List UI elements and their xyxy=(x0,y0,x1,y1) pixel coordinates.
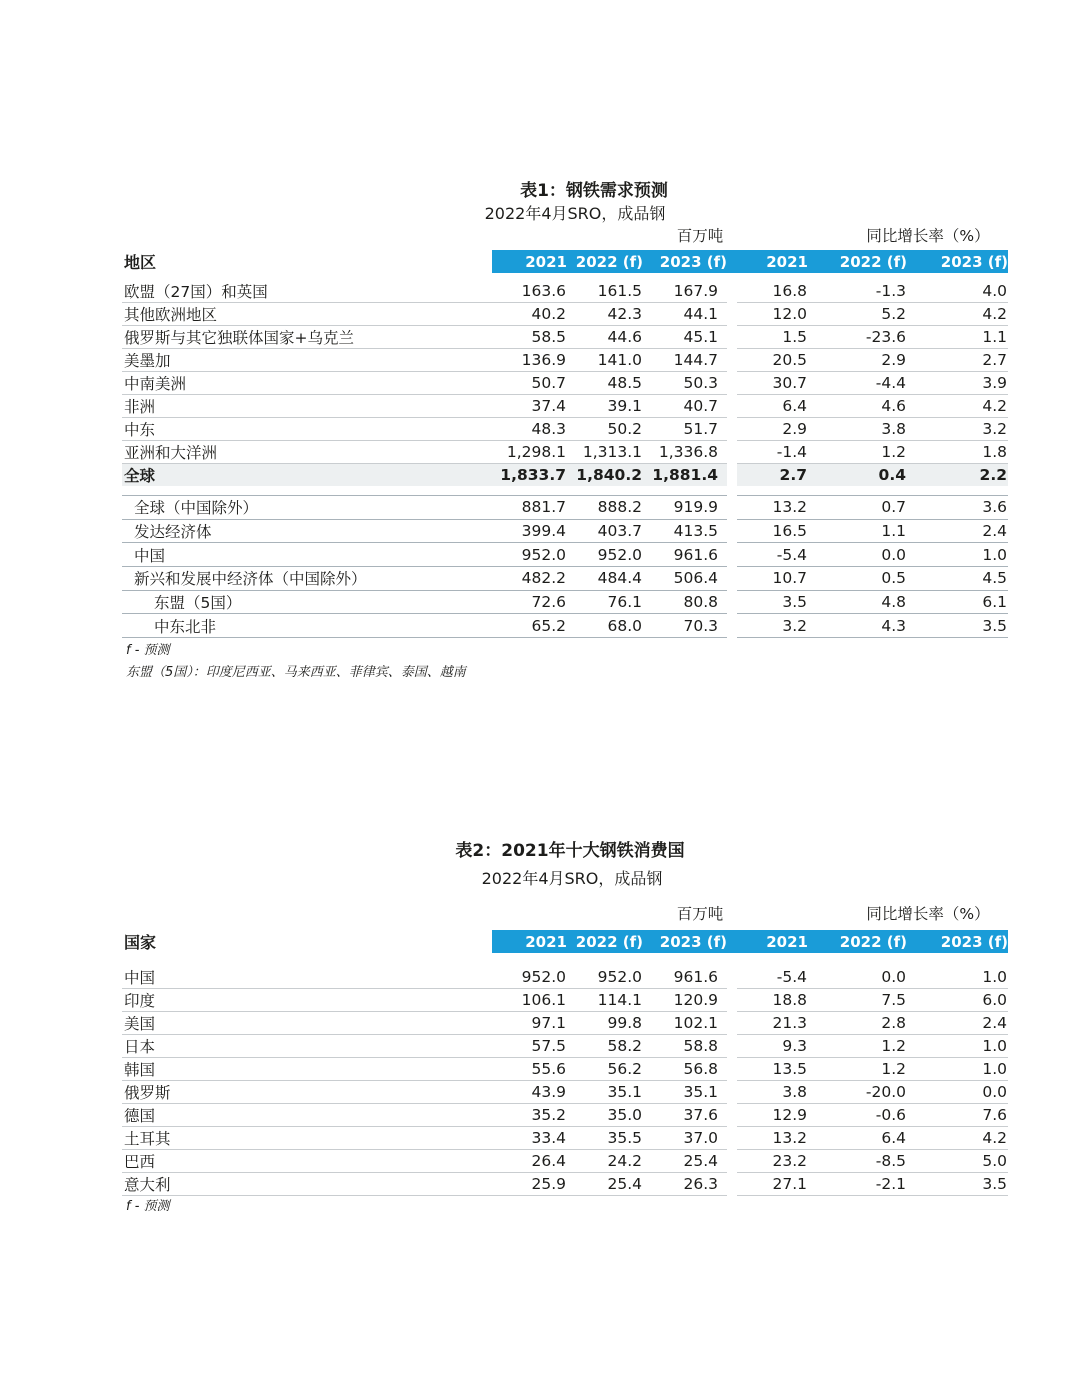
cell-value: 3.5 xyxy=(737,590,808,614)
cell-value: 7.6 xyxy=(907,1104,1008,1127)
cell-value: -1.3 xyxy=(808,280,907,303)
row-label: 中东 xyxy=(122,418,492,441)
cell-value: 1,840.2 xyxy=(567,464,643,487)
column-gap xyxy=(727,326,737,349)
table-row xyxy=(122,1173,1008,1196)
table-row xyxy=(122,441,1008,464)
table-row xyxy=(122,1150,1008,1173)
cell-value: 35.0 xyxy=(567,1104,643,1127)
row-label: 印度 xyxy=(122,989,492,1012)
table-row xyxy=(122,326,1008,349)
cell-value: 1.2 xyxy=(808,1058,907,1081)
column-gap xyxy=(727,303,737,326)
row-label: 俄罗斯 xyxy=(122,1081,492,1104)
row-label: 德国 xyxy=(122,1104,492,1127)
cell-value: 961.6 xyxy=(643,966,727,989)
cell-value: 12.9 xyxy=(737,1104,808,1127)
cell-value: 163.6 xyxy=(492,280,567,303)
column-gap xyxy=(727,395,737,418)
cell-value: 80.8 xyxy=(643,590,727,614)
column-gap xyxy=(727,496,737,520)
cell-value: 114.1 xyxy=(567,989,643,1012)
cell-value: 44.6 xyxy=(567,326,643,349)
cell-value: 161.5 xyxy=(567,280,643,303)
cell-value: 952.0 xyxy=(567,543,643,567)
table-row xyxy=(122,303,1008,326)
cell-value: 888.2 xyxy=(567,496,643,520)
cell-value: 50.3 xyxy=(643,372,727,395)
cell-value: 37.6 xyxy=(643,1104,727,1127)
header-spacer xyxy=(122,953,1008,966)
table2-subtitle: 2022年4月SRO，成品钢 xyxy=(481,869,663,888)
cell-value: 4.2 xyxy=(907,303,1008,326)
col-header-2021-growth: 2021 xyxy=(737,250,808,273)
cell-value: 952.0 xyxy=(567,966,643,989)
table-row xyxy=(122,1035,1008,1058)
column-gap xyxy=(727,543,737,567)
col-header-2021-mt: 2021 xyxy=(492,930,567,953)
cell-value: 1,833.7 xyxy=(492,464,567,487)
cell-value: 3.8 xyxy=(737,1081,808,1104)
col-header-2023f-mt: 2023 (f) xyxy=(643,250,727,273)
cell-value: 4.3 xyxy=(808,614,907,638)
cell-value: 1,881.4 xyxy=(643,464,727,487)
table-row xyxy=(122,543,1008,567)
column-gap xyxy=(727,1127,737,1150)
table-row xyxy=(122,614,1008,638)
cell-value: 5.0 xyxy=(907,1150,1008,1173)
cell-value: 13.5 xyxy=(737,1058,808,1081)
row-label: 其他欧洲地区 xyxy=(122,303,492,326)
cell-value: 0.4 xyxy=(808,464,907,487)
table-row xyxy=(122,395,1008,418)
row-label: 东盟（5国） xyxy=(122,590,492,614)
cell-value: 1,313.1 xyxy=(567,441,643,464)
cell-value: 4.2 xyxy=(907,1127,1008,1150)
cell-value: 25.9 xyxy=(492,1173,567,1196)
column-gap xyxy=(727,1081,737,1104)
cell-value: 1.5 xyxy=(737,326,808,349)
cell-value: 13.2 xyxy=(737,1127,808,1150)
cell-value: 961.6 xyxy=(643,543,727,567)
table-row xyxy=(122,989,1008,1012)
cell-value: -1.4 xyxy=(737,441,808,464)
row-label: 巴西 xyxy=(122,1150,492,1173)
cell-value: 58.8 xyxy=(643,1035,727,1058)
cell-value: 39.1 xyxy=(567,395,643,418)
column-gap xyxy=(727,349,737,372)
row-label: 俄罗斯与其它独联体国家+乌克兰 xyxy=(122,326,492,349)
cell-value: 4.6 xyxy=(808,395,907,418)
cell-value: 136.9 xyxy=(492,349,567,372)
col-header-2021-mt: 2021 xyxy=(492,250,567,273)
row-label: 非洲 xyxy=(122,395,492,418)
table2-title: 表2：2021年十大钢铁消费国 xyxy=(455,841,685,861)
cell-value: 120.9 xyxy=(643,989,727,1012)
cell-value: 0.0 xyxy=(808,966,907,989)
cell-value: 42.3 xyxy=(567,303,643,326)
cell-value: 919.9 xyxy=(643,496,727,520)
col-header-2023f-growth: 2023 (f) xyxy=(907,930,1008,953)
table1-group-header-tonnes: 百万吨 xyxy=(676,227,724,245)
column-gap xyxy=(727,418,737,441)
column-gap xyxy=(727,930,737,953)
cell-value: 97.1 xyxy=(492,1012,567,1035)
cell-value: 21.3 xyxy=(737,1012,808,1035)
cell-value: 50.2 xyxy=(567,418,643,441)
cell-value: 3.5 xyxy=(907,1173,1008,1196)
cell-value: 6.0 xyxy=(907,989,1008,1012)
cell-value: 1,336.8 xyxy=(643,441,727,464)
cell-value: 2.9 xyxy=(737,418,808,441)
cell-value: -23.6 xyxy=(808,326,907,349)
cell-value: 1.0 xyxy=(907,1058,1008,1081)
table-row xyxy=(122,590,1008,614)
cell-value: 35.1 xyxy=(643,1081,727,1104)
cell-value: 30.7 xyxy=(737,372,808,395)
cell-value: 51.7 xyxy=(643,418,727,441)
table-row xyxy=(122,418,1008,441)
cell-value: 2.7 xyxy=(907,349,1008,372)
col-header-2022f-growth: 2022 (f) xyxy=(808,930,907,953)
header-spacer xyxy=(122,273,1008,280)
cell-value: 952.0 xyxy=(492,543,567,567)
column-gap xyxy=(727,614,737,638)
table-row xyxy=(122,966,1008,989)
table-row xyxy=(122,1012,1008,1035)
cell-value: -4.4 xyxy=(808,372,907,395)
cell-value: 37.4 xyxy=(492,395,567,418)
cell-value: 40.7 xyxy=(643,395,727,418)
col-header-2023f-mt: 2023 (f) xyxy=(643,930,727,953)
cell-value: 76.1 xyxy=(567,590,643,614)
footnote: f - 预测 xyxy=(126,643,170,658)
cell-value: 0.0 xyxy=(907,1081,1008,1104)
cell-value: 33.4 xyxy=(492,1127,567,1150)
cell-value: -20.0 xyxy=(808,1081,907,1104)
cell-value: 2.4 xyxy=(907,519,1008,543)
cell-value: 72.6 xyxy=(492,590,567,614)
column-gap xyxy=(727,464,737,487)
cell-value: 26.3 xyxy=(643,1173,727,1196)
table2-group-header-tonnes: 百万吨 xyxy=(676,905,724,923)
row-header-label: 国家 xyxy=(124,933,157,952)
cell-value: 55.6 xyxy=(492,1058,567,1081)
cell-value: -0.6 xyxy=(808,1104,907,1127)
column-gap xyxy=(727,1035,737,1058)
column-gap xyxy=(727,1012,737,1035)
cell-value: 1.8 xyxy=(907,441,1008,464)
table-row xyxy=(122,519,1008,543)
col-header-2022f-mt: 2022 (f) xyxy=(567,250,643,273)
row-label: 美墨加 xyxy=(122,349,492,372)
cell-value: 1.1 xyxy=(808,519,907,543)
cell-value: 3.9 xyxy=(907,372,1008,395)
cell-value: 106.1 xyxy=(492,989,567,1012)
cell-value: 4.2 xyxy=(907,395,1008,418)
cell-value: 2.4 xyxy=(907,1012,1008,1035)
cell-value: 482.2 xyxy=(492,567,567,591)
cell-value: 70.3 xyxy=(643,614,727,638)
row-label: 日本 xyxy=(122,1035,492,1058)
cell-value: 5.2 xyxy=(808,303,907,326)
cell-value: 3.8 xyxy=(808,418,907,441)
table1-group-header-growth: 同比增长率（%） xyxy=(866,227,990,245)
cell-value: 881.7 xyxy=(492,496,567,520)
cell-value: 2.9 xyxy=(808,349,907,372)
column-gap xyxy=(727,590,737,614)
section-spacer xyxy=(122,486,1008,496)
cell-value: 48.3 xyxy=(492,418,567,441)
cell-value: -5.4 xyxy=(737,543,808,567)
table-row xyxy=(122,1081,1008,1104)
cell-value: 25.4 xyxy=(643,1150,727,1173)
column-gap xyxy=(727,567,737,591)
row-label: 全球（中国除外） xyxy=(122,496,492,520)
cell-value: 413.5 xyxy=(643,519,727,543)
column-gap xyxy=(727,280,737,303)
cell-value: 3.2 xyxy=(737,614,808,638)
column-gap xyxy=(727,989,737,1012)
column-header-row xyxy=(122,930,1008,953)
column-gap xyxy=(727,966,737,989)
table1-title: 表1：钢铁需求预测 xyxy=(520,181,668,201)
cell-value: 16.5 xyxy=(737,519,808,543)
table-row xyxy=(122,349,1008,372)
cell-value: 1.0 xyxy=(907,966,1008,989)
cell-value: 16.8 xyxy=(737,280,808,303)
cell-value: 1.2 xyxy=(808,441,907,464)
column-gap xyxy=(727,1058,737,1081)
cell-value: 9.3 xyxy=(737,1035,808,1058)
row-label: 土耳其 xyxy=(122,1127,492,1150)
row-label: 意大利 xyxy=(122,1173,492,1196)
column-gap xyxy=(727,441,737,464)
cell-value: 4.0 xyxy=(907,280,1008,303)
cell-value: 18.8 xyxy=(737,989,808,1012)
table-row xyxy=(122,280,1008,303)
col-header-2022f-growth: 2022 (f) xyxy=(808,250,907,273)
row-label: 新兴和发展中经济体（中国除外） xyxy=(122,567,492,591)
cell-value: 4.5 xyxy=(907,567,1008,591)
row-label: 中国 xyxy=(122,966,492,989)
cell-value: 37.0 xyxy=(643,1127,727,1150)
table-row xyxy=(122,1058,1008,1081)
cell-value: 35.2 xyxy=(492,1104,567,1127)
cell-value: -2.1 xyxy=(808,1173,907,1196)
cell-value: 6.4 xyxy=(737,395,808,418)
cell-value: 2.7 xyxy=(737,464,808,487)
cell-value: 48.5 xyxy=(567,372,643,395)
cell-value: 40.2 xyxy=(492,303,567,326)
cell-value: 144.7 xyxy=(643,349,727,372)
cell-value: 20.5 xyxy=(737,349,808,372)
table2-group-header-growth: 同比增长率（%） xyxy=(866,905,990,923)
cell-value: 50.7 xyxy=(492,372,567,395)
cell-value: 1.0 xyxy=(907,543,1008,567)
column-gap xyxy=(727,372,737,395)
table-row xyxy=(122,496,1008,520)
cell-value: 65.2 xyxy=(492,614,567,638)
table-row xyxy=(122,1127,1008,1150)
row-label: 中南美洲 xyxy=(122,372,492,395)
table-row xyxy=(122,567,1008,591)
cell-value: 3.5 xyxy=(907,614,1008,638)
cell-value: 0.0 xyxy=(808,543,907,567)
cell-value: 1.2 xyxy=(808,1035,907,1058)
cell-value: 45.1 xyxy=(643,326,727,349)
table-row xyxy=(122,464,1008,487)
row-label: 亚洲和大洋洲 xyxy=(122,441,492,464)
cell-value: 6.4 xyxy=(808,1127,907,1150)
cell-value: 4.8 xyxy=(808,590,907,614)
row-header-label: 地区 xyxy=(124,253,157,272)
cell-value: 58.2 xyxy=(567,1035,643,1058)
cell-value: 23.2 xyxy=(737,1150,808,1173)
column-gap xyxy=(727,1150,737,1173)
row-label: 美国 xyxy=(122,1012,492,1035)
cell-value: 2.2 xyxy=(907,464,1008,487)
cell-value: 399.4 xyxy=(492,519,567,543)
cell-value: 35.5 xyxy=(567,1127,643,1150)
cell-value: 0.5 xyxy=(808,567,907,591)
table-row xyxy=(122,1104,1008,1127)
cell-value: 10.7 xyxy=(737,567,808,591)
row-label: 中国 xyxy=(122,543,492,567)
row-label: 中东北非 xyxy=(122,614,492,638)
row-label: 全球 xyxy=(122,464,492,487)
column-gap xyxy=(727,250,737,273)
cell-value: 3.6 xyxy=(907,496,1008,520)
table1-footnotes xyxy=(126,640,466,684)
col-header-2021-growth: 2021 xyxy=(737,930,808,953)
col-header-2022f-mt: 2022 (f) xyxy=(567,930,643,953)
cell-value: 27.1 xyxy=(737,1173,808,1196)
cell-value: 56.2 xyxy=(567,1058,643,1081)
row-label: 发达经济体 xyxy=(122,519,492,543)
cell-value: 44.1 xyxy=(643,303,727,326)
top-consumers-table xyxy=(122,930,1008,1196)
cell-value: 141.0 xyxy=(567,349,643,372)
footnote: f - 预测 xyxy=(126,1199,170,1214)
cell-value: 12.0 xyxy=(737,303,808,326)
cell-value: 2.8 xyxy=(808,1012,907,1035)
cell-value: 13.2 xyxy=(737,496,808,520)
row-label: 欧盟（27国）和英国 xyxy=(122,280,492,303)
footnote: 东盟（5国）：印度尼西亚、马来西亚、菲律宾、泰国、越南 xyxy=(126,665,466,680)
cell-value: 6.1 xyxy=(907,590,1008,614)
cell-value: 99.8 xyxy=(567,1012,643,1035)
cell-value: 403.7 xyxy=(567,519,643,543)
cell-value: 43.9 xyxy=(492,1081,567,1104)
cell-value: -5.4 xyxy=(737,966,808,989)
cell-value: 952.0 xyxy=(492,966,567,989)
cell-value: 1.0 xyxy=(907,1035,1008,1058)
cell-value: 25.4 xyxy=(567,1173,643,1196)
cell-value: 0.7 xyxy=(808,496,907,520)
cell-value: 35.1 xyxy=(567,1081,643,1104)
row-label: 韩国 xyxy=(122,1058,492,1081)
table-row xyxy=(122,372,1008,395)
steel-demand-forecast-table xyxy=(122,250,1008,638)
cell-value: 167.9 xyxy=(643,280,727,303)
column-gap xyxy=(727,1173,737,1196)
cell-value: 1.1 xyxy=(907,326,1008,349)
cell-value: 58.5 xyxy=(492,326,567,349)
cell-value: 484.4 xyxy=(567,567,643,591)
cell-value: 56.8 xyxy=(643,1058,727,1081)
column-gap xyxy=(727,1104,737,1127)
cell-value: 24.2 xyxy=(567,1150,643,1173)
cell-value: 57.5 xyxy=(492,1035,567,1058)
cell-value: 506.4 xyxy=(643,567,727,591)
cell-value: 102.1 xyxy=(643,1012,727,1035)
cell-value: 68.0 xyxy=(567,614,643,638)
col-header-2023f-growth: 2023 (f) xyxy=(907,250,1008,273)
table1-subtitle: 2022年4月SRO，成品钢 xyxy=(484,204,666,223)
cell-value: 3.2 xyxy=(907,418,1008,441)
cell-value: 26.4 xyxy=(492,1150,567,1173)
column-header-row xyxy=(122,250,1008,273)
cell-value: 1,298.1 xyxy=(492,441,567,464)
column-gap xyxy=(727,519,737,543)
cell-value: 7.5 xyxy=(808,989,907,1012)
cell-value: -8.5 xyxy=(808,1150,907,1173)
table2-footnotes xyxy=(126,1196,170,1218)
